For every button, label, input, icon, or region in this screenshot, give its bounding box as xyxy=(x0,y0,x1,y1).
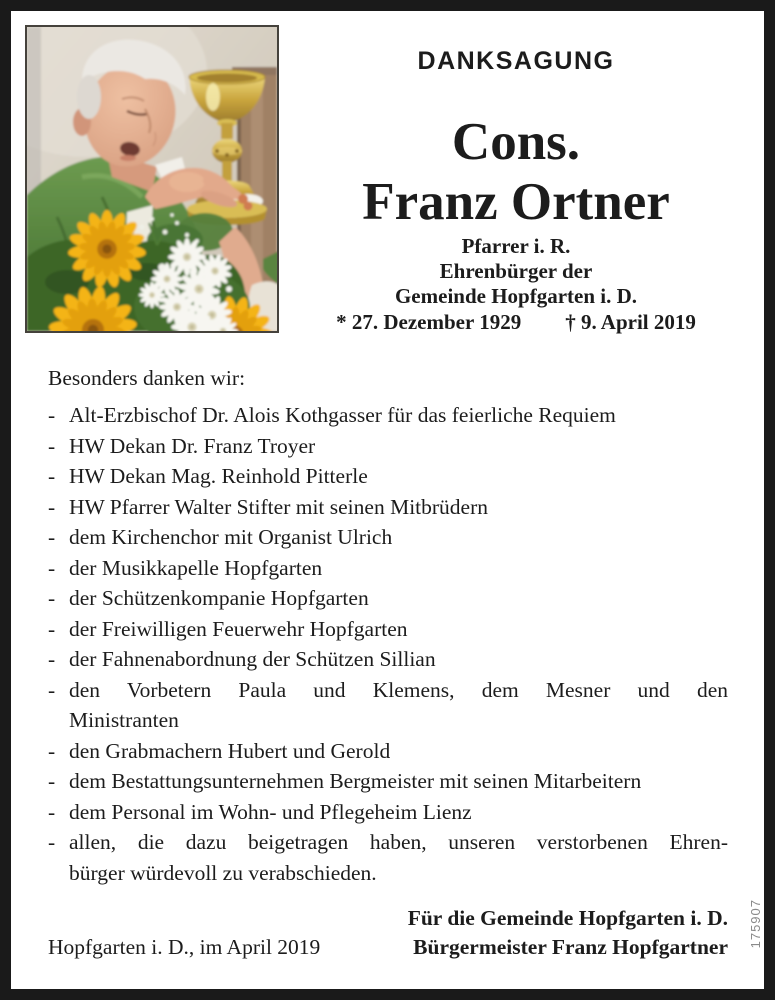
list-dash: - xyxy=(48,403,56,427)
list-dash: - xyxy=(48,494,56,519)
list-dash: - xyxy=(48,830,56,854)
list-dash: - xyxy=(48,555,56,580)
reference-number: 175907 xyxy=(748,899,763,949)
list-dash: - xyxy=(48,769,56,793)
thanks-item xyxy=(48,797,728,828)
deceased-name-line2: Franz Ortner xyxy=(362,173,670,231)
notice-type-title: DANKSAGUNG xyxy=(417,47,615,75)
memorial-photo xyxy=(25,25,279,333)
list-dash: - xyxy=(48,586,56,610)
thanks-item-text: allen, die dazu beigetragen haben, unseren verstorbenen Ehren- bürger würdevoll zu verabschieden. xyxy=(69,830,728,885)
thanks-item xyxy=(48,522,728,553)
honorary-citizen-line: Ehrenbürger der xyxy=(439,259,593,283)
list-dash: - xyxy=(48,525,56,549)
thanks-item-text: HW Dekan Mag. Reinhold Pitterle xyxy=(69,464,368,488)
thanks-item xyxy=(48,553,728,584)
thanks-item-text: der Schützenkompanie Hopfgarten xyxy=(69,586,369,610)
deceased-titles xyxy=(271,234,761,309)
death-date: † 9. April 2019 xyxy=(565,310,696,334)
thanks-item-text: den Vorbetern Paula und Klemens, dem Mesner und den Ministranten xyxy=(69,677,728,732)
thanks-item xyxy=(48,431,728,462)
birth-date: * 27. Dezember 1929 xyxy=(336,310,522,334)
list-dash: - xyxy=(48,616,56,641)
list-dash: - xyxy=(48,464,56,488)
deceased-name-line1: Cons. xyxy=(451,113,581,171)
thanks-item xyxy=(48,827,728,888)
place-date: Hopfgarten i. D., im April 2019 xyxy=(48,935,321,959)
deceased-name xyxy=(271,112,761,232)
thanks-item xyxy=(48,736,728,767)
thanks-item-text: der Fahnenabordnung der Schützen Sillian xyxy=(69,647,436,671)
thanks-item xyxy=(48,400,728,431)
thanks-item xyxy=(48,461,728,492)
thanks-item xyxy=(48,583,728,614)
thanks-list xyxy=(48,400,728,888)
municipality-line: Gemeinde Hopfgarten i. D. xyxy=(394,284,638,308)
thanks-item-text: Alt-Erzbischof Dr. Alois Kothgasser für das feierliche Requiem xyxy=(69,403,616,427)
list-dash: - xyxy=(48,799,56,824)
thanks-section xyxy=(48,366,728,888)
deceased-role: Pfarrer i. R. xyxy=(461,234,571,258)
thanks-item xyxy=(48,614,728,645)
signature-line2: Bürgermeister Franz Hopfgartner xyxy=(413,934,728,959)
thanks-item-text: HW Pfarrer Walter Stifter mit seinen Mitbrüdern xyxy=(69,494,488,519)
thanks-item xyxy=(48,644,728,675)
list-dash: - xyxy=(48,433,56,458)
thanks-item-text: den Grabmachern Hubert und Gerold xyxy=(69,738,391,763)
thanks-item-text: dem Kirchenchor mit Organist Ulrich xyxy=(69,525,393,549)
thanks-item-text: dem Personal im Wohn- und Pflegeheim Lienz xyxy=(69,799,472,824)
thanks-item xyxy=(48,766,728,797)
thanks-item-text: der Musikkapelle Hopfgarten xyxy=(69,555,323,580)
list-dash: - xyxy=(48,677,56,702)
header xyxy=(271,11,761,335)
thanks-intro: Besonders danken wir: xyxy=(48,366,246,390)
signature-line1: Für die Gemeinde Hopfgarten i. D. xyxy=(407,906,728,930)
signature-block xyxy=(408,904,728,961)
thanks-item-text: dem Bestattungsunternehmen Bergmeister mit seinen Mitarbeitern xyxy=(69,769,642,793)
life-dates xyxy=(271,309,761,335)
thanks-item-text: HW Dekan Dr. Franz Troyer xyxy=(69,433,316,458)
thanks-item-text: der Freiwilligen Feuerwehr Hopfgarten xyxy=(69,616,408,641)
thanks-item xyxy=(48,675,728,736)
list-dash: - xyxy=(48,647,56,671)
photo-illustration xyxy=(27,27,277,331)
thanks-item xyxy=(48,492,728,523)
list-dash: - xyxy=(48,738,56,763)
